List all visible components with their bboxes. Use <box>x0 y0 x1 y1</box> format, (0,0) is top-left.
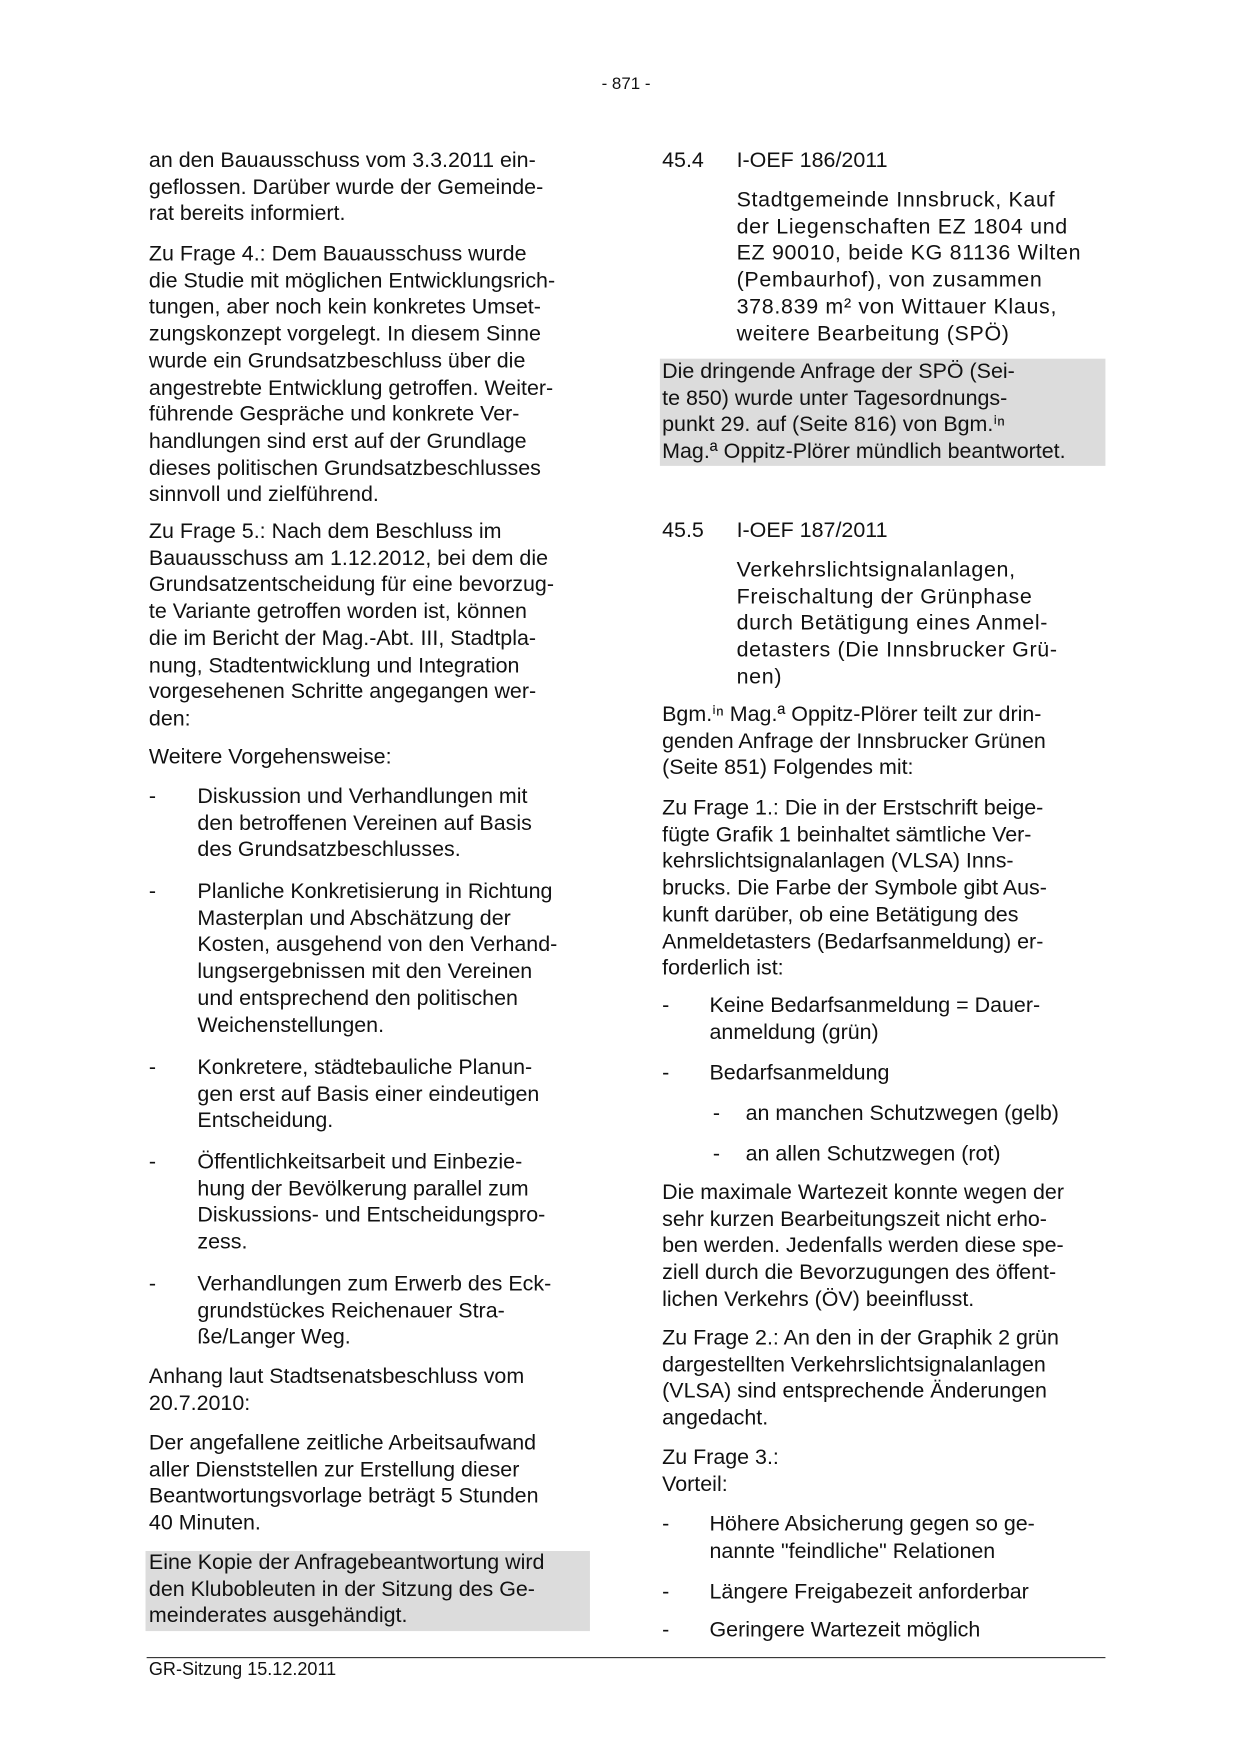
text-line: kunft darüber, ob eine Betätigung des <box>662 903 1019 928</box>
text-line: sehr kurzen Bearbeitungszeit nicht erho- <box>662 1207 1047 1232</box>
text-line: handlungen sind erst auf der Grundlage <box>148 429 527 454</box>
text-line: kehrslichtsignalanlagen (VLSA) Inns- <box>662 849 1014 874</box>
text-line: gen erst auf Basis einer eindeutigen <box>197 1082 540 1107</box>
text-line: Anmeldetasters (Bedarfsanmeldung) er- <box>662 930 1044 954</box>
page-number: - 871 - <box>601 74 651 94</box>
paragraph <box>149 1430 539 1537</box>
text-line: Entscheidung. <box>197 1109 334 1133</box>
text-line: Bedarfsanmeldung <box>709 1061 890 1086</box>
text-line: fügte Grafik 1 beinhaltet sämtliche Ver- <box>662 823 1032 847</box>
section-title <box>737 557 1058 691</box>
text-line: Längere Freigabezeit anforderbar <box>709 1580 1029 1605</box>
text-line: (VLSA) sind entsprechende Änderungen <box>662 1380 1047 1404</box>
text-line: die im Bericht der Mag.-Abt. III, Stadtpla- <box>148 626 537 651</box>
text-line: Der angefallene zeitliche Arbeitsaufwand <box>148 1431 537 1456</box>
text-line: Vorteil: <box>662 1472 728 1497</box>
text-line: den betroffenen Vereinen auf Basis <box>197 811 532 836</box>
highlighted-paragraph <box>149 1550 545 1630</box>
text-line: ziell durch die Bevorzugungen des öffent- <box>662 1261 1057 1285</box>
text-line: forderlich ist: <box>662 956 784 981</box>
bullet-item <box>148 1055 540 1135</box>
paragraph <box>149 744 392 771</box>
text-line: genden Anfrage der Innsbrucker Grünen <box>662 729 1046 754</box>
text-line: EZ 90010, beide KG 81136 Wilten <box>736 241 1082 266</box>
sub-bullet-item <box>712 1142 1001 1169</box>
bullet-dash: - <box>662 1618 670 1643</box>
text-line: 20.7.2010: <box>148 1391 251 1416</box>
paragraph <box>662 702 1046 782</box>
text-line: zungskonzept vorgelegt. In diesem Sinne <box>148 322 541 347</box>
bullet-item <box>662 1060 890 1087</box>
text-line: 378.839 m² von Wittauer Klaus, <box>736 295 1058 320</box>
text-line: grundstückes Reichenauer Stra- <box>197 1299 505 1323</box>
text-line: Die maximale Wartezeit konnte wegen der <box>662 1181 1064 1205</box>
paragraph <box>149 519 554 733</box>
text-line: sinnvoll und zielführend. <box>148 483 379 507</box>
text-line: nung, Stadtentwicklung und Integration <box>148 653 520 678</box>
text-line: Planliche Konkretisierung in Richtung <box>197 879 553 904</box>
bullet-item <box>662 1618 981 1645</box>
highlighted-paragraph <box>662 359 1065 466</box>
text-line: Zu Frage 3.: <box>662 1446 779 1470</box>
text-line: Masterplan und Abschätzung der <box>197 906 511 931</box>
text-line: Zu Frage 5.: Nach dem Beschluss im <box>148 520 502 544</box>
bullet-dash: - <box>712 1102 721 1126</box>
text-line: te 850) wurde unter Tagesordnungs- <box>662 386 1008 411</box>
text-line: Zu Frage 4.: Dem Bauausschuss wurde <box>148 242 527 267</box>
bullet-dash: - <box>148 785 157 809</box>
text-line: (Seite 851) Folgendes mit: <box>662 756 914 780</box>
footer-divider <box>147 1657 1106 1658</box>
text-line: die Studie mit möglichen Entwicklungsrich- <box>148 269 556 293</box>
text-line: durch Betätigung eines Anmel- <box>736 611 1049 636</box>
text-line: Freischaltung der Grünphase <box>736 585 1033 609</box>
text-line: Verkehrslichtsignalanlagen, <box>736 558 1016 583</box>
text-line: detasters (Die Innsbrucker Grü- <box>736 638 1058 663</box>
section-number: 45.4 <box>662 148 704 173</box>
bullet-dash: - <box>148 1150 157 1175</box>
bullet-item <box>662 1512 1035 1565</box>
text-line: (Pembaurhof), von zusammen <box>736 268 1043 293</box>
paragraph <box>662 795 1047 982</box>
text-line: Anhang laut Stadtsenatsbeschluss vom <box>148 1364 525 1389</box>
text-line: Geringere Wartezeit möglich <box>709 1618 981 1643</box>
text-line: angedacht. <box>662 1406 769 1431</box>
bullet-dash: - <box>662 993 670 1018</box>
text-line: Beantwortungsvorlage beträgt 5 Stunden <box>148 1484 539 1509</box>
text-line: geflossen. Darüber wurde der Gemeinde- <box>148 175 544 200</box>
bullet-dash: - <box>662 1512 670 1537</box>
text-line: der Liegenschaften EZ 1804 und <box>736 215 1068 239</box>
sub-bullet-item <box>712 1101 1059 1128</box>
text-line: nannte "feindliche" Relationen <box>709 1539 996 1564</box>
text-line: angestrebte Entwicklung getroffen. Weiter- <box>148 376 554 400</box>
bullet-dash: - <box>662 1061 670 1086</box>
text-line: Konkretere, städtebauliche Planun- <box>197 1055 533 1080</box>
section-heading <box>662 518 888 545</box>
paragraph <box>149 241 555 508</box>
bullet-item <box>148 1149 546 1256</box>
text-line: Öffentlichkeitsarbeit und Einbezie- <box>197 1150 523 1175</box>
bullet-dash: - <box>148 879 157 904</box>
text-line: punkt 29. auf (Seite 816) von Bgm.ⁱⁿ <box>662 413 1005 437</box>
paragraph <box>662 1180 1064 1314</box>
text-line: wurde ein Grundsatzbeschluss über die <box>148 349 526 374</box>
text-line: dargestellten Verkehrslichtsignalanlagen <box>662 1353 1046 1377</box>
bullet-item <box>148 784 532 864</box>
text-line: Kosten, ausgehend von den Verhand- <box>197 933 558 958</box>
text-line: vorgesehenen Schritte angegangen wer- <box>148 680 537 705</box>
text-line: aller Dienststellen zur Erstellung dieser <box>148 1458 520 1482</box>
paragraph <box>662 1325 1059 1432</box>
text-line: Zu Frage 1.: Die in der Erstschrift beige- <box>662 796 1044 821</box>
text-line: an den Bauausschuss vom 3.3.2011 ein- <box>148 148 536 173</box>
text-line: den: <box>148 707 191 731</box>
text-line: ben werden. Jedenfalls werden diese spe- <box>662 1234 1064 1259</box>
text-line: dieses politischen Grundsatzbeschlusses <box>148 456 541 481</box>
text-line: weitere Bearbeitung (SPÖ) <box>736 322 1010 346</box>
bullet-item <box>662 993 1041 1046</box>
bullet-item <box>148 1271 552 1351</box>
text-line: te Variante getroffen worden ist, können <box>148 600 527 624</box>
text-line: lichen Verkehrs (ÖV) beeinflusst. <box>662 1287 975 1312</box>
text-line: Weitere Vorgehensweise: <box>148 745 392 770</box>
bullet-dash: - <box>662 1580 670 1605</box>
text-line: zess. <box>197 1230 248 1255</box>
text-line: Mag.ª Oppitz-Plörer mündlich beantwortet. <box>662 440 1066 464</box>
text-line: Verhandlungen zum Erwerb des Eck- <box>197 1272 552 1297</box>
text-line: Die dringende Anfrage der SPÖ (Sei- <box>662 359 1015 384</box>
text-line: tungen, aber noch kein konkretes Umset- <box>148 295 541 320</box>
text-line: Stadtgemeinde Innsbruck, Kauf <box>736 188 1056 213</box>
bullet-dash: - <box>148 1272 157 1297</box>
text-line: Diskussions- und Entscheidungspro- <box>197 1204 546 1228</box>
text-line: Diskussion und Verhandlungen mit <box>197 785 528 809</box>
bullet-dash: - <box>148 1055 157 1080</box>
text-line: den Klubobleuten in der Sitzung des Ge- <box>148 1577 535 1602</box>
text-line: I-OEF 186/2011 <box>736 148 888 173</box>
section-heading <box>662 148 888 175</box>
text-line: Bauausschuss am 1.12.2012, bei dem die <box>148 546 549 571</box>
paragraph <box>149 148 543 228</box>
text-line: anmeldung (grün) <box>709 1020 879 1045</box>
text-line: nen) <box>736 665 783 689</box>
bullet-dash: - <box>712 1142 721 1167</box>
footer-text: GR-Sitzung 15.12.2011 <box>148 1660 337 1680</box>
text-line: des Grundsatzbeschlusses. <box>197 838 461 863</box>
text-line: Bgm.ⁱⁿ Mag.ª Oppitz-Plörer teilt zur drin- <box>662 702 1042 727</box>
paragraph <box>662 1445 779 1498</box>
text-line: Weichenstellungen. <box>197 1013 385 1038</box>
text-line: an manchen Schutzwegen (gelb) <box>745 1102 1059 1126</box>
text-line: Keine Bedarfsanmeldung = Dauer- <box>709 993 1041 1018</box>
text-line: Grundsatzentscheidung für eine bevorzug- <box>148 573 554 598</box>
text-line: hung der Bevölkerung parallel zum <box>197 1177 529 1201</box>
text-line: meinderates ausgehändigt. <box>148 1604 408 1629</box>
bullet-item <box>662 1579 1029 1606</box>
paragraph <box>149 1364 524 1417</box>
text-line: Zu Frage 2.: An den in der Graphik 2 grün <box>662 1326 1059 1351</box>
text-line: Eine Kopie der Anfragebeantwortung wird <box>148 1551 545 1575</box>
text-line: I-OEF 187/2011 <box>736 518 888 543</box>
text-line: brucks. Die Farbe der Symbole gibt Aus- <box>662 876 1047 901</box>
bullet-item <box>148 879 558 1039</box>
section-number: 45.5 <box>662 518 704 543</box>
section-title <box>737 187 1082 347</box>
text-line: Höhere Absicherung gegen so ge- <box>709 1512 1035 1537</box>
text-line: 40 Minuten. <box>148 1511 261 1536</box>
text-line: und entsprechend den politischen <box>197 986 518 1011</box>
text-line: lungsergebnissen mit den Vereinen <box>197 960 533 984</box>
text-line: ße/Langer Weg. <box>197 1325 351 1350</box>
text-line: rat bereits informiert. <box>148 202 346 227</box>
text-line: führende Gespräche und konkrete Ver- <box>148 402 520 427</box>
text-line: an allen Schutzwegen (rot) <box>745 1142 1001 1167</box>
